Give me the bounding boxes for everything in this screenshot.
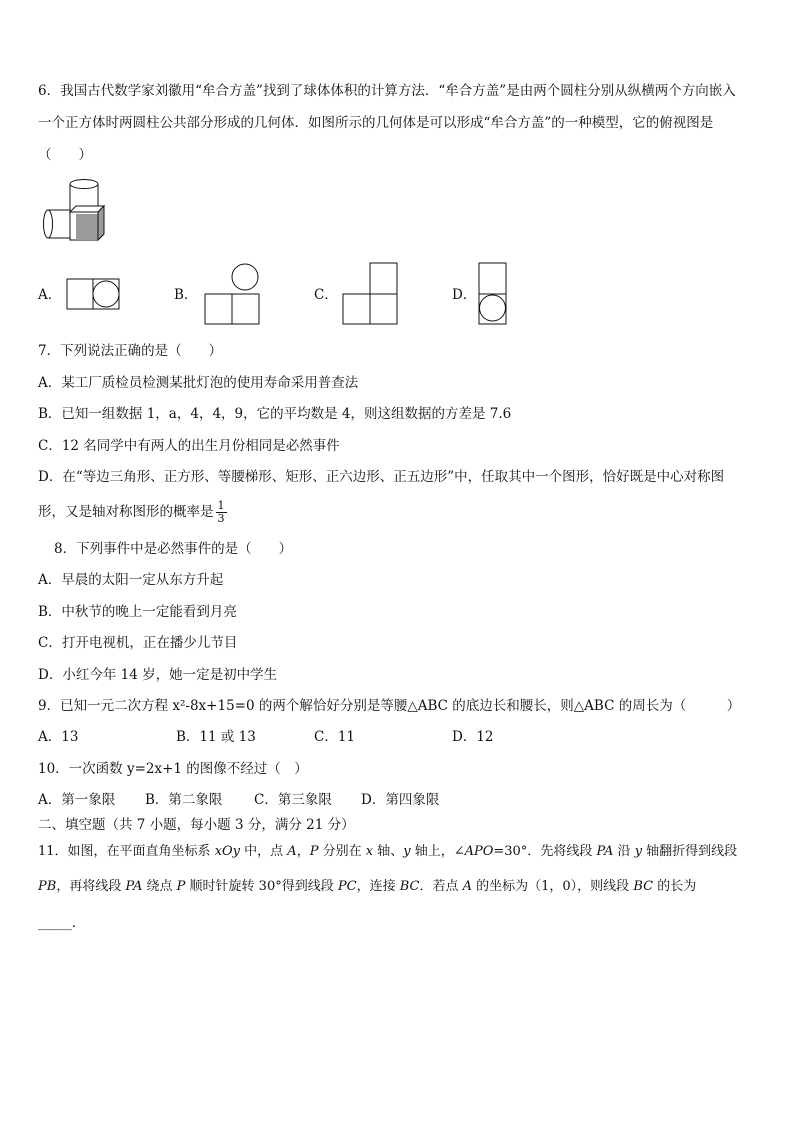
q11-text: 轴翻折得到线段: [642, 844, 738, 859]
q11-text: ．若点: [419, 879, 463, 894]
q11-math: PC: [337, 879, 357, 894]
q6-option-c-figure: [342, 262, 398, 326]
q7-option-a: A．某工厂质检员检测某批灯泡的使用寿命采用普查法: [38, 375, 359, 391]
q11-math: xOy: [214, 844, 241, 859]
q6-option-b-label: B．: [174, 287, 198, 303]
q6-option-d-label: D．: [452, 287, 477, 303]
q9-option-c: C．11: [314, 729, 356, 745]
q11-text: ，连接: [356, 879, 400, 894]
q11-text: 绕点: [142, 879, 177, 894]
q7-fraction-denominator: 3: [217, 512, 225, 525]
q11-math: PA: [125, 879, 143, 894]
section-2-title: 二、填空题（共 7 小题，每小题 3 分，满分 21 分）: [38, 817, 355, 833]
q7-option-d-line-2: [38, 500, 227, 525]
q11-answer-blank: _____．: [38, 915, 86, 931]
q7-option-c: C．12 名同学中有两人的出生月份相同是必然事件: [38, 438, 340, 454]
q9-option-b: B．11 或 13: [176, 729, 256, 745]
q11-math: P: [309, 844, 319, 859]
q7-stem: 7．下列说法正确的是（ ）: [38, 343, 223, 359]
q11-text: ，: [296, 844, 310, 859]
q11-text: ，再将线段: [56, 879, 126, 894]
q6-model-figure: [40, 176, 104, 246]
q11-math: A: [287, 844, 297, 859]
q11-text: 11．如图，在平面直角坐标系: [38, 844, 215, 859]
q11-text: 轴上，∠: [410, 844, 465, 859]
q11-math: y: [634, 844, 643, 859]
q8-option-d: D．小红今年 14 岁，她一定是初中学生: [38, 667, 278, 683]
q6-option-c-label: C．: [314, 287, 338, 303]
q7-option-d-line-1: D．在“等边三角形、正方形、等腰梯形、矩形、正六边形、正五边形”中，任取其中一个图形，恰好既是中心对称图: [38, 469, 725, 485]
q6-line-1: 6．我国古代数学家刘徽用“牟合方盖”找到了球体体积的计算方法．“牟合方盖”是由两个圆柱分别从纵横两个方向嵌入: [38, 83, 736, 99]
q11-math: P: [176, 879, 186, 894]
q11-math: PA: [596, 844, 614, 859]
q11-text: 沿: [613, 844, 635, 859]
q10-stem: 10．一次函数 y=2x+1 的图像不经过（ ）: [38, 761, 308, 777]
q6-answer-paren: （ ）: [38, 147, 92, 163]
q8-option-c: C．打开电视机，正在播少儿节目: [38, 635, 238, 651]
q8-option-b: B．中秋节的晚上一定能看到月亮: [38, 604, 237, 620]
q8-option-a: A．早晨的太阳一定从东方升起: [38, 572, 224, 588]
q7-fraction: [216, 500, 227, 525]
q7-fraction-numerator: 1: [217, 499, 225, 512]
q10-option-b: B．第二象限: [145, 792, 223, 808]
q11-text: 的坐标为（1，0），则线段: [472, 879, 634, 894]
q6-option-d-figure: [478, 262, 508, 326]
q11-text: 顺时针旋转 30°得到线段: [185, 879, 338, 894]
q11-math: A: [462, 879, 472, 894]
q7-option-b: B．已知一组数据 1，a，4，4，9，它的平均数是 4，则这组数据的方差是 7.6: [38, 406, 512, 422]
q11-math: y: [403, 844, 411, 859]
q11-math: x: [365, 844, 374, 859]
q11-text: 分别在: [318, 844, 366, 859]
q11-text: =30°．先将线段: [493, 844, 597, 859]
q6-line-2: 一个正方体时两圆柱公共部分形成的几何体．如图所示的几何体是可以形成“牟合方盖”的一种模型，它的俯视图是: [38, 115, 714, 131]
q9-stem: 9．已知一元二次方程 x²-8x+15=0 的两个解恰好分别是等腰△ABC 的底边长和腰长，则△ABC 的周长为（ ）: [38, 698, 741, 714]
q11-line-2: [38, 878, 696, 896]
q11-text: 轴、: [373, 844, 404, 859]
q6-option-a-label: A．: [38, 287, 62, 303]
q11-text: 的长为: [653, 879, 697, 894]
q11-math: BC: [399, 879, 420, 894]
q8-stem: 8．下列事件中是必然事件的是（ ）: [54, 541, 293, 557]
q9-option-a: A．13: [38, 729, 79, 745]
q11-math: APO: [464, 844, 494, 859]
q10-option-a: A．第一象限: [38, 792, 116, 808]
q7-option-d-text: 形，又是轴对称图形的概率是: [38, 504, 214, 520]
q11-math: BC: [633, 879, 654, 894]
q9-option-d: D．12: [452, 729, 494, 745]
q11-text: 中，点: [240, 844, 288, 859]
q10-option-c: C．第三象限: [254, 792, 332, 808]
q10-option-d: D．第四象限: [361, 792, 440, 808]
q6-option-a-figure: [66, 278, 122, 310]
q6-option-b-figure: [204, 262, 260, 326]
q11-math: PB: [38, 879, 57, 894]
q11-line-1: [38, 843, 737, 861]
